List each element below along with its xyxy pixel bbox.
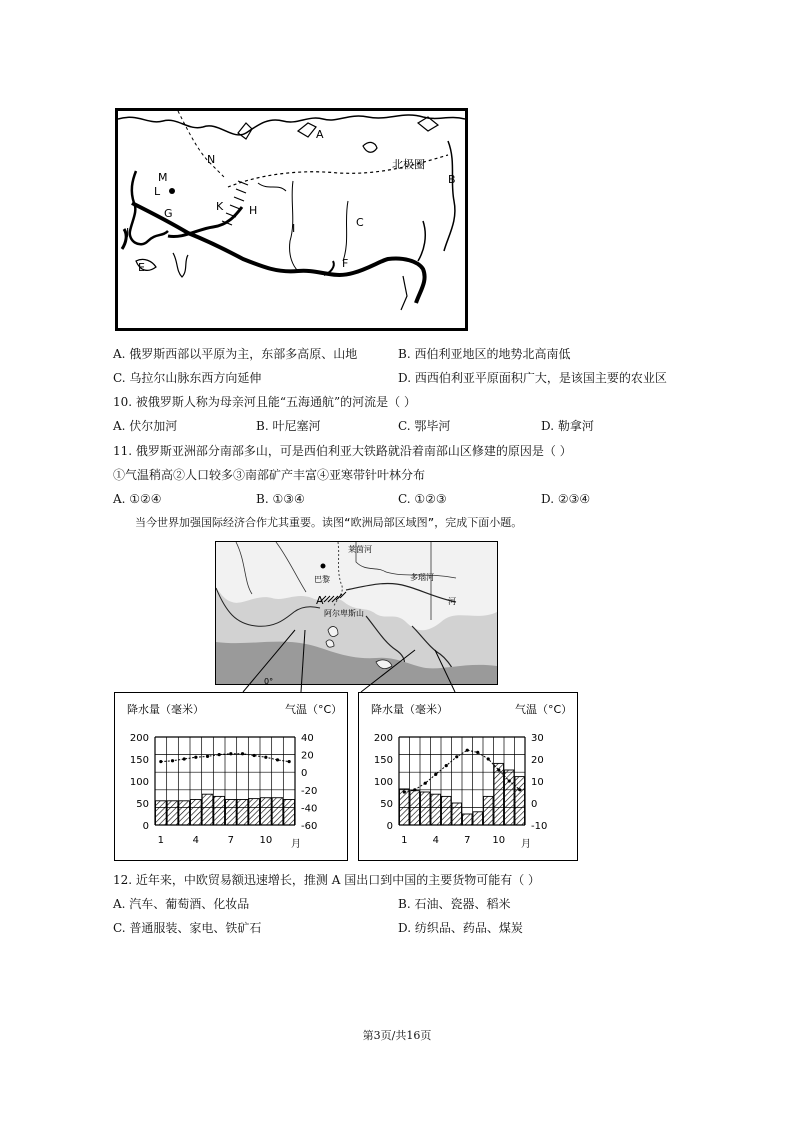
river-extra-label: 河 bbox=[448, 597, 456, 606]
temperature-point bbox=[476, 751, 479, 754]
month-tick-label: 4 bbox=[432, 835, 439, 846]
temp-tick-label: -60 bbox=[301, 821, 318, 832]
longitude-label: 0° bbox=[264, 677, 274, 686]
precip-bar bbox=[261, 798, 272, 825]
precip-bar bbox=[214, 796, 225, 825]
precip-bar bbox=[505, 770, 515, 825]
label-M: M bbox=[158, 171, 168, 184]
q10-option-c[interactable]: C. 鄂毕河 bbox=[398, 419, 451, 433]
temp-tick-label: 0 bbox=[301, 768, 308, 780]
label-L: L bbox=[154, 185, 161, 198]
precip-bar bbox=[191, 799, 202, 825]
precip-axis-label: 降水量（毫米） bbox=[371, 703, 448, 716]
label-I: I bbox=[292, 222, 296, 235]
label-F: F bbox=[342, 257, 349, 270]
q12-stem: 12. 近年来，中欧贸易额迅速增长，推测 A 国出口到中国的主要货物可能有（ ） bbox=[113, 873, 541, 887]
label-A: A bbox=[316, 128, 324, 141]
q12-option-d[interactable]: D. 纺织品、药品、煤炭 bbox=[398, 921, 523, 935]
arctic-circle-label: 北极圈 bbox=[392, 158, 425, 171]
temperature-point bbox=[288, 760, 291, 763]
q12-option-c[interactable]: C. 普通服装、家电、铁矿石 bbox=[113, 921, 262, 935]
temp-tick-label: 20 bbox=[531, 755, 544, 766]
precip-bar bbox=[284, 799, 295, 825]
q9-option-b[interactable]: B. 西伯利亚地区的地势北高南低 bbox=[398, 347, 571, 361]
temperature-point bbox=[183, 757, 186, 760]
label-K: K bbox=[216, 200, 224, 213]
danube-label: 多瑙河 bbox=[410, 573, 434, 582]
precip-tick-label: 100 bbox=[373, 777, 393, 788]
label-E: E bbox=[138, 261, 145, 274]
precip-axis-label: 降水量（毫米） bbox=[127, 703, 204, 716]
temperature-point bbox=[229, 752, 232, 755]
precip-tick-label: 0 bbox=[386, 821, 393, 832]
temperature-point bbox=[403, 790, 406, 793]
paris-dot bbox=[321, 564, 326, 569]
moscow-dot bbox=[169, 188, 175, 194]
q12-option-b[interactable]: B. 石油、瓷器、稻米 bbox=[398, 897, 511, 911]
temp-tick-label: 30 bbox=[531, 733, 544, 744]
precip-bar bbox=[431, 794, 441, 825]
temperature-point bbox=[413, 788, 416, 791]
chart-callout-lines bbox=[215, 620, 496, 700]
month-unit-label: 月 bbox=[291, 839, 301, 850]
temperature-point bbox=[206, 755, 209, 758]
rhine-label: 莱茵河 bbox=[348, 545, 372, 554]
precip-tick-label: 0 bbox=[142, 821, 149, 832]
temperature-point bbox=[434, 773, 437, 776]
temp-axis-label: 气温（°C） bbox=[285, 703, 343, 716]
precip-bar bbox=[156, 801, 167, 825]
precip-bar bbox=[452, 803, 462, 825]
temp-axis-label: 气温（°C） bbox=[515, 703, 573, 716]
precip-bar bbox=[179, 801, 190, 825]
precip-bar bbox=[463, 814, 473, 825]
label-G: G bbox=[164, 207, 173, 220]
precip-bar bbox=[226, 799, 237, 825]
precip-tick-label: 200 bbox=[373, 733, 393, 744]
q11-option-d[interactable]: D. ②③④ bbox=[541, 492, 591, 506]
precip-bar bbox=[515, 777, 525, 825]
precip-tick-label: 200 bbox=[129, 733, 149, 744]
temperature-point bbox=[445, 764, 448, 767]
temperature-point bbox=[487, 757, 490, 760]
month-tick-label: 7 bbox=[227, 835, 235, 846]
month-tick-label: 10 bbox=[259, 835, 273, 846]
temperature-point bbox=[194, 756, 197, 759]
precip-bar bbox=[410, 791, 420, 825]
q11-statements: ①气温稍高②人口较多③南部矿产丰富④亚寒带针叶林分布 bbox=[113, 468, 426, 482]
climate-chart-1-svg bbox=[115, 693, 347, 860]
temperature-point bbox=[497, 768, 500, 771]
month-tick-label: 7 bbox=[464, 835, 471, 846]
temperature-point bbox=[159, 760, 162, 763]
precip-bar bbox=[202, 794, 213, 825]
temperature-point bbox=[466, 749, 469, 752]
climate-chart-2 bbox=[358, 692, 578, 861]
precip-bar bbox=[494, 763, 504, 825]
precip-tick-label: 100 bbox=[129, 777, 149, 788]
section-intro: 当今世界加强国际经济合作尤其重要。读图“欧洲局部区域图”，完成下面小题。 bbox=[135, 516, 523, 529]
precip-tick-label: 150 bbox=[373, 755, 393, 766]
temperature-point bbox=[264, 756, 267, 759]
q11-option-b[interactable]: B. ①③④ bbox=[256, 492, 305, 506]
label-J: J bbox=[126, 226, 130, 239]
q11-option-c[interactable]: C. ①②③ bbox=[398, 492, 447, 506]
temperature-point bbox=[171, 759, 174, 762]
temperature-point bbox=[241, 752, 244, 755]
temp-tick-label: -40 bbox=[301, 803, 318, 815]
temp-tick-label: -20 bbox=[301, 785, 318, 797]
q10-stem: 10. 被俄罗斯人称为母亲河且能“五海通航”的河流是（ ） bbox=[113, 395, 416, 409]
temp-tick-label: 20 bbox=[301, 750, 314, 762]
precip-bar bbox=[400, 789, 410, 825]
month-unit-label: 月 bbox=[521, 839, 531, 850]
precip-bar bbox=[249, 799, 260, 825]
temperature-point bbox=[276, 758, 279, 761]
temperature-point bbox=[424, 782, 427, 785]
climate-chart-1 bbox=[114, 692, 348, 861]
month-tick-label: 10 bbox=[492, 835, 506, 846]
label-B: B bbox=[448, 173, 456, 186]
precip-tick-label: 150 bbox=[129, 755, 149, 766]
climate-chart-2-svg bbox=[359, 693, 577, 860]
precip-bar bbox=[167, 801, 178, 825]
russia-map-drawing bbox=[118, 111, 465, 328]
month-tick-label: 4 bbox=[192, 835, 200, 846]
temp-tick-label: -10 bbox=[531, 821, 548, 832]
temp-tick-label: 10 bbox=[531, 777, 544, 788]
precip-bar bbox=[484, 796, 494, 825]
q11-stem: 11. 俄罗斯亚洲部分南部多山，可是西伯利亚大铁路就沿着南部山区修建的原因是（ ） bbox=[113, 444, 572, 458]
q9-option-d[interactable]: D. 西西伯利亚平原面积广大，是该国主要的农业区 bbox=[398, 371, 667, 385]
q12-option-a[interactable]: A. 汽车、葡萄酒、化妆品 bbox=[113, 897, 250, 911]
temp-tick-label: 40 bbox=[301, 733, 314, 744]
paris-label: 巴黎 bbox=[314, 575, 330, 584]
precip-bar bbox=[442, 796, 452, 825]
temperature-point bbox=[518, 788, 521, 791]
russia-map bbox=[115, 108, 468, 331]
label-C: C bbox=[356, 216, 364, 229]
temperature-point bbox=[218, 753, 221, 756]
precip-bar bbox=[272, 798, 283, 825]
temperature-point bbox=[253, 754, 256, 757]
label-N: N bbox=[207, 153, 216, 166]
precip-bar bbox=[237, 799, 248, 825]
precip-bar bbox=[421, 792, 431, 825]
q10-option-d[interactable]: D. 勒拿河 bbox=[541, 419, 594, 433]
ural-mountains bbox=[222, 181, 248, 225]
alps-label: 阿尔卑斯山 bbox=[324, 609, 364, 618]
temperature-point bbox=[508, 779, 511, 782]
label-H: H bbox=[249, 204, 258, 217]
country-a-label: A bbox=[316, 594, 324, 607]
q9-option-c[interactable]: C. 乌拉尔山脉东西方向延伸 bbox=[113, 371, 262, 385]
precip-tick-label: 50 bbox=[136, 799, 149, 810]
q11-option-a[interactable]: A. ①②④ bbox=[113, 492, 162, 506]
precip-bar bbox=[473, 812, 483, 825]
temp-tick-label: 0 bbox=[531, 799, 538, 810]
precip-tick-label: 50 bbox=[380, 799, 393, 810]
q9-option-a[interactable]: A. 俄罗斯西部以平原为主，东部多高原、山地 bbox=[113, 347, 358, 361]
month-tick-label: 1 bbox=[157, 835, 165, 846]
month-tick-label: 1 bbox=[401, 835, 408, 846]
q10-option-a[interactable]: A. 伏尔加河 bbox=[113, 419, 178, 433]
q10-option-b[interactable]: B. 叶尼塞河 bbox=[256, 419, 321, 433]
temperature-point bbox=[455, 755, 458, 758]
page-number: 第3页/共16页 bbox=[362, 1029, 432, 1042]
